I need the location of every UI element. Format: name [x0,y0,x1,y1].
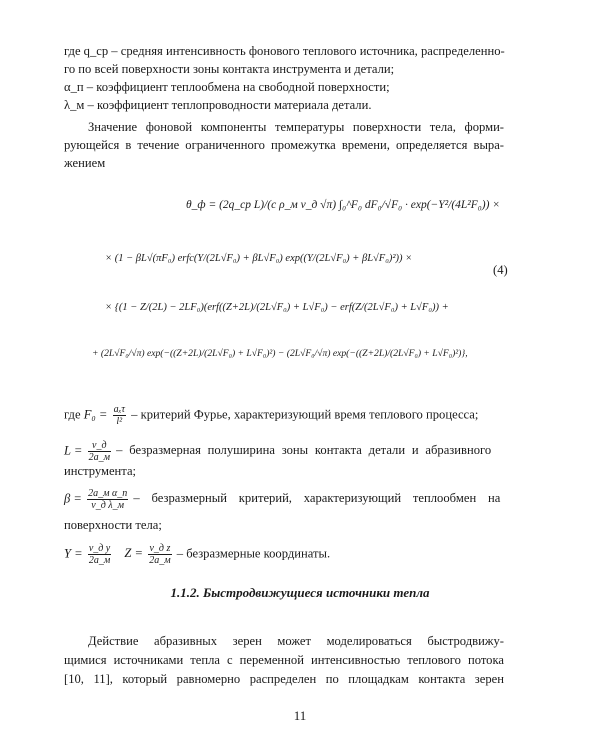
def-fourier [64,404,478,427]
def-z-den: 2a_м [149,555,171,566]
def-beta-den: v_д λ_м [91,500,124,511]
def-l-text: – безразмерная полуширина зоны контакта детали и абразивного [116,443,492,458]
para2-line-3: [10, 11], который равномерно распределен по площадкам контакта зерен [64,672,504,686]
def-beta-fraction [87,488,128,511]
def-y-fraction [88,543,111,566]
def-fourier-den: l² [116,416,123,427]
def-y-num: v_д y [88,543,111,554]
def-z-fraction [148,543,171,566]
section-heading: 1.1.2. Быстродвижущиеся источники тепла [170,585,430,600]
equation-number: (4) [493,263,508,277]
equation-row-1: θ_ф = (2q_ср L)/(c ρ_м v_д √π) ∫₀^F₀ dF₀/√F₀ · exp(−Y²/(4L²F₀)) × [186,199,501,211]
intro-line-2: го по всей поверхности зоны контакта инструмента и детали; [64,62,395,76]
def-l-num: v_д [88,440,111,452]
def-l-fraction [88,440,111,463]
def-l-text-2: инструмента; [64,464,137,478]
def-fourier-num: aₓτ [113,404,125,415]
def-l-den: 2a_м [88,452,110,463]
def-fourier-text: – критерий Фурье, характеризующий время теплового процесса; [131,407,479,422]
equation-row-2: × (1 − βL√(πF₀) erfc(Y/(2L√F₀) + βL√F₀) exp((Y/(2L√F₀) + βL√F₀)²)) × [105,253,413,264]
para1-line-2: рующейся в течение ограниченного промежутка времени, определяется выра- [64,138,504,152]
para2-line-2: щимися источниками тепла с переменной интенсивностью теплового потока [64,653,504,667]
def-fourier-fraction [113,404,126,427]
def-beta-text: – безразмерный критерий, характеризующий теплообмен на [133,491,501,506]
def-beta-text-2: поверхности тела; [64,518,162,532]
def-fourier-lead: где [64,407,81,422]
intro-line-3: α_п – коэффициент теплообмена на свободной поверхности; [64,80,390,94]
def-yz [64,543,330,566]
equation-row-4: + (2L√F₀/√π) exp(−((Z+2L)/(2L√F₀) + L√F₀)²) − (2L√F₀/√π) exp(−((Z+2L)/(2L√F₀) + L√F₀)²)}, [92,348,468,359]
def-beta-symbol: β = [64,491,82,506]
def-fourier-symbol: F₀ = [83,407,108,422]
para1-line-1: Значение фоновой компоненты температуры поверхности тела, форми- [88,120,504,134]
def-beta [64,488,500,511]
def-yz-text: – безразмерные координаты. [176,546,331,561]
def-y-symbol: Y = [64,546,83,561]
equation-row-3: × {(1 − Z/(2L) − 2LF₀)(erf((Z+2L)/(2L√F₀) + L√F₀) − erf(Z/(2L√F₀) + L√F₀)) + [105,302,449,313]
para2-line-1: Действие абразивных зерен может моделироваться быстродвижу- [88,634,504,648]
def-l-symbol: L = [64,443,83,458]
def-beta-num: 2a_м α_п [88,488,128,499]
def-l [64,440,491,463]
page-number: 11 [293,708,307,723]
def-y-den: 2a_м [88,555,111,566]
intro-line-1: где q_ср – средняя интенсивность фонового теплового источника, распределенно- [64,44,505,58]
intro-line-4: λ_м – коэффициент теплопроводности материала детали. [64,98,372,112]
def-z-symbol: Z = [124,546,144,561]
def-z-num: v_д z [149,543,171,554]
para1-line-3: жением [64,156,106,170]
